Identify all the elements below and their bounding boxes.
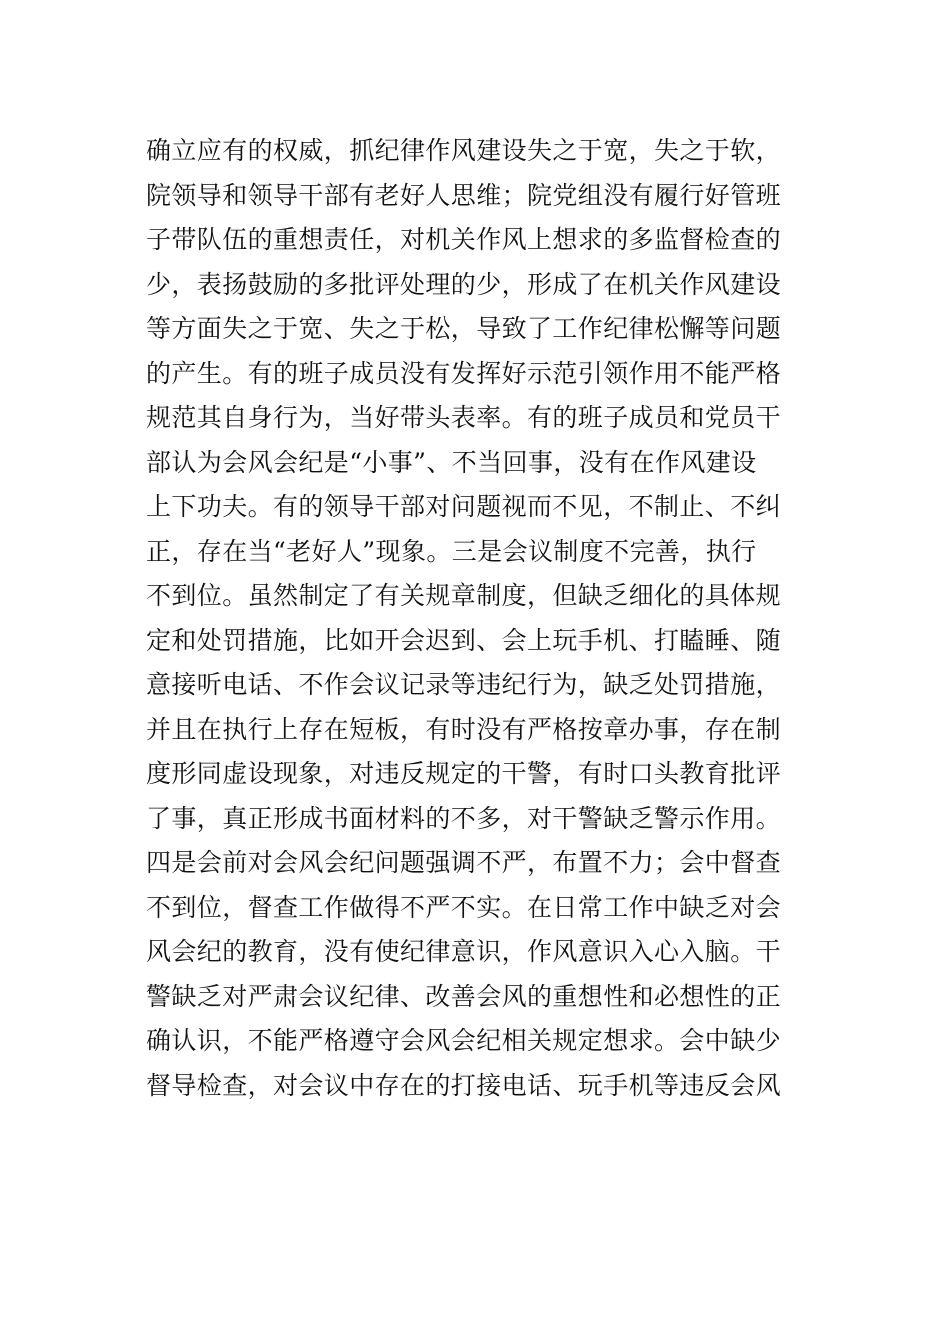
text-line: 意接听电话、不作会议记录等违纪行为，缺乏处罚措施， (146, 670, 782, 699)
text-line: 督导检查，对会议中存在的打接电话、玩手机等违反会风 (146, 1070, 782, 1100)
text-line: 的产生。有的班子成员没有发挥好示范引领作用不能严格 (146, 358, 782, 388)
text-line: 少，表扬鼓励的多批评处理的少，形成了在机关作风建设 (146, 269, 782, 299)
text-line: 上下功夫。有的领导干部对问题视而不见，不制止、不纠 (146, 492, 782, 521)
text-line: 等方面失之于宽、失之于松，导致了工作纪律松懈等问题 (146, 314, 782, 343)
text-line: 子带队伍的重想责任，对机关作风上想求的多监督检查的 (146, 225, 782, 254)
text-line: 并且在执行上存在短板，有时没有严格按章办事，存在制 (146, 714, 782, 744)
text-line: 部认为会风会纪是“小事”、不当回事，没有在作风建设 (146, 447, 757, 477)
text-line: 规范其自身行为，当好带头表率。有的班子成员和党员干 (146, 403, 782, 432)
text-line: 度形同虚设现象，对违反规定的干警，有时口头教育批评 (146, 759, 782, 788)
text-line: 风会纪的教育，没有使纪律意识，作风意识入心入脑。干 (146, 937, 782, 966)
text-line: 不到位。虽然制定了有关规章制度，但缺乏细化的具体规 (146, 581, 782, 610)
text-line: 确立应有的权威，抓纪律作风建设失之于宽，失之于软， (146, 136, 782, 165)
text-line: 院领导和领导干部有老好人思维；院党组没有履行好管班 (146, 180, 782, 210)
text-line: 正，存在当“老好人”现象。三是会议制度不完善，执行 (146, 536, 757, 566)
text-line: 不到位，督查工作做得不严不实。在日常工作中缺乏对会 (146, 892, 782, 922)
text-line: 警缺乏对严肃会议纪律、改善会风的重想性和必想性的正 (146, 981, 782, 1011)
text-line: 定和处罚措施，比如开会迟到、会上玩手机、打瞌睡、随 (146, 625, 782, 655)
text-line: 了事，真正形成书面材料的不多，对干警缺乏警示作用。 (146, 803, 782, 833)
text-line: 确认识，不能严格遵守会风会纪相关规定想求。会中缺少 (146, 1026, 782, 1055)
body-text (146, 129, 816, 1108)
text-line: 四是会前对会风会纪问题强调不严，布置不力；会中督查 (146, 848, 782, 877)
